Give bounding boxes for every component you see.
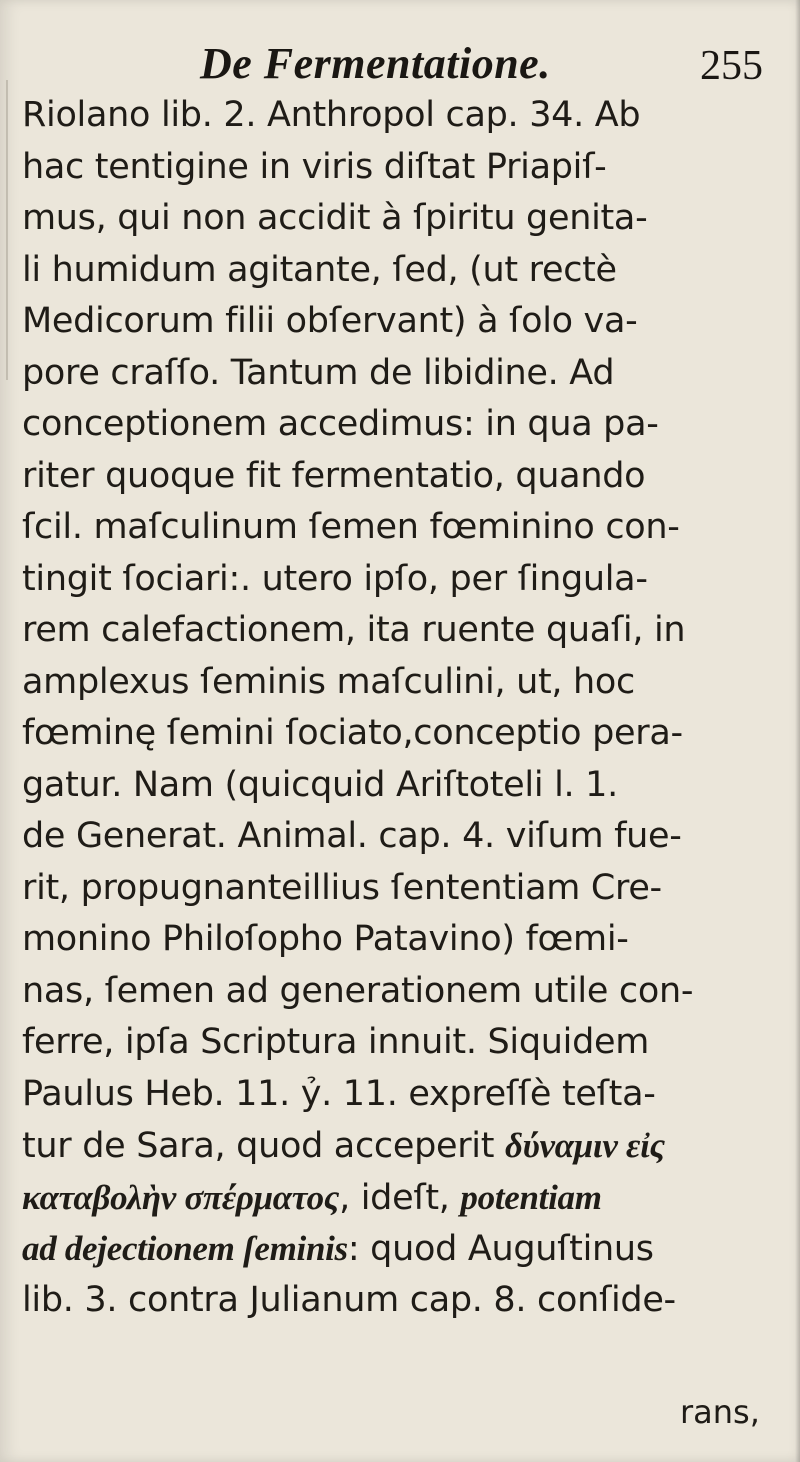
running-head: De Fermentatione. bbox=[200, 39, 551, 88]
text-run: tur de Sara, quod acceperit bbox=[22, 1126, 505, 1166]
text-run: : quod Auguſtinus bbox=[347, 1229, 654, 1269]
text-line: tingit ſociari:. utero ipſo, per ſingula- bbox=[22, 558, 648, 599]
text-line: lib. 3. contra Julianum cap. 8. conſide- bbox=[22, 1279, 676, 1320]
body-text bbox=[22, 90, 767, 1326]
text-line: Riolano lib. 2. Anthropol cap. 34. Ab bbox=[22, 95, 641, 135]
text-line: ſcil. maſculinum ſemen fœminino con- bbox=[22, 507, 680, 547]
text-line: pore craſſo. Tantum de libidine. Ad bbox=[22, 352, 615, 393]
text-line: li humidum agitante, ſed, (ut rectè bbox=[22, 249, 617, 290]
text-line: mus, qui non accidit à ſpiritu genita- bbox=[22, 198, 648, 238]
text-line bbox=[22, 1120, 767, 1172]
italic-phrase: potentiam bbox=[460, 1177, 602, 1217]
gutter-shadow bbox=[6, 80, 8, 380]
text-line: monino Philoſopho Patavino) fœmi- bbox=[22, 919, 629, 959]
text-run: , ideſt, bbox=[339, 1177, 461, 1218]
text-line: riter quoque fit fermentatio, quando bbox=[22, 455, 646, 496]
text-line: conceptionem accedimus: in qua pa- bbox=[22, 404, 659, 444]
text-line: de Generat. Animal. cap. 4. viſum fue- bbox=[22, 816, 682, 856]
greek-phrase: καταβολὴν σπέρματος bbox=[22, 1177, 340, 1217]
text-line: rit, propugnanteillius ſententiam Cre- bbox=[22, 867, 662, 908]
italic-phrase: ad dejectionem ſeminis bbox=[22, 1229, 348, 1268]
text-line: fœminę ſemini ſociato,conceptio pera- bbox=[22, 713, 683, 753]
text-line: hac tentigine in viris diſtat Priapiſ- bbox=[22, 146, 607, 187]
text-line: Paulus Heb. 11. ỷ. 11. expreſſè teſta- bbox=[22, 1073, 656, 1114]
catchword: rans, bbox=[680, 1393, 760, 1431]
text-line: gatur. Nam (quicquid Ariſtoteli l. 1. bbox=[22, 764, 618, 805]
text-line bbox=[22, 1223, 767, 1275]
page-edge bbox=[795, 0, 800, 1462]
text-line: Medicorum filii obſervant) à ſolo va- bbox=[22, 301, 638, 341]
text-line: nas, ſemen ad generationem utile con- bbox=[22, 970, 694, 1011]
greek-phrase: δύναμιν εἰς bbox=[505, 1126, 665, 1165]
page-number: 255 bbox=[700, 43, 763, 89]
text-line: rem calefactionem, ita ruente quaſi, in bbox=[22, 610, 686, 650]
text-line bbox=[22, 1172, 767, 1224]
text-line: amplexus ſeminis maſculini, ut, hoc bbox=[22, 661, 635, 702]
text-line: ferre, ipſa Scriptura innuit. Siquidem bbox=[22, 1022, 650, 1062]
